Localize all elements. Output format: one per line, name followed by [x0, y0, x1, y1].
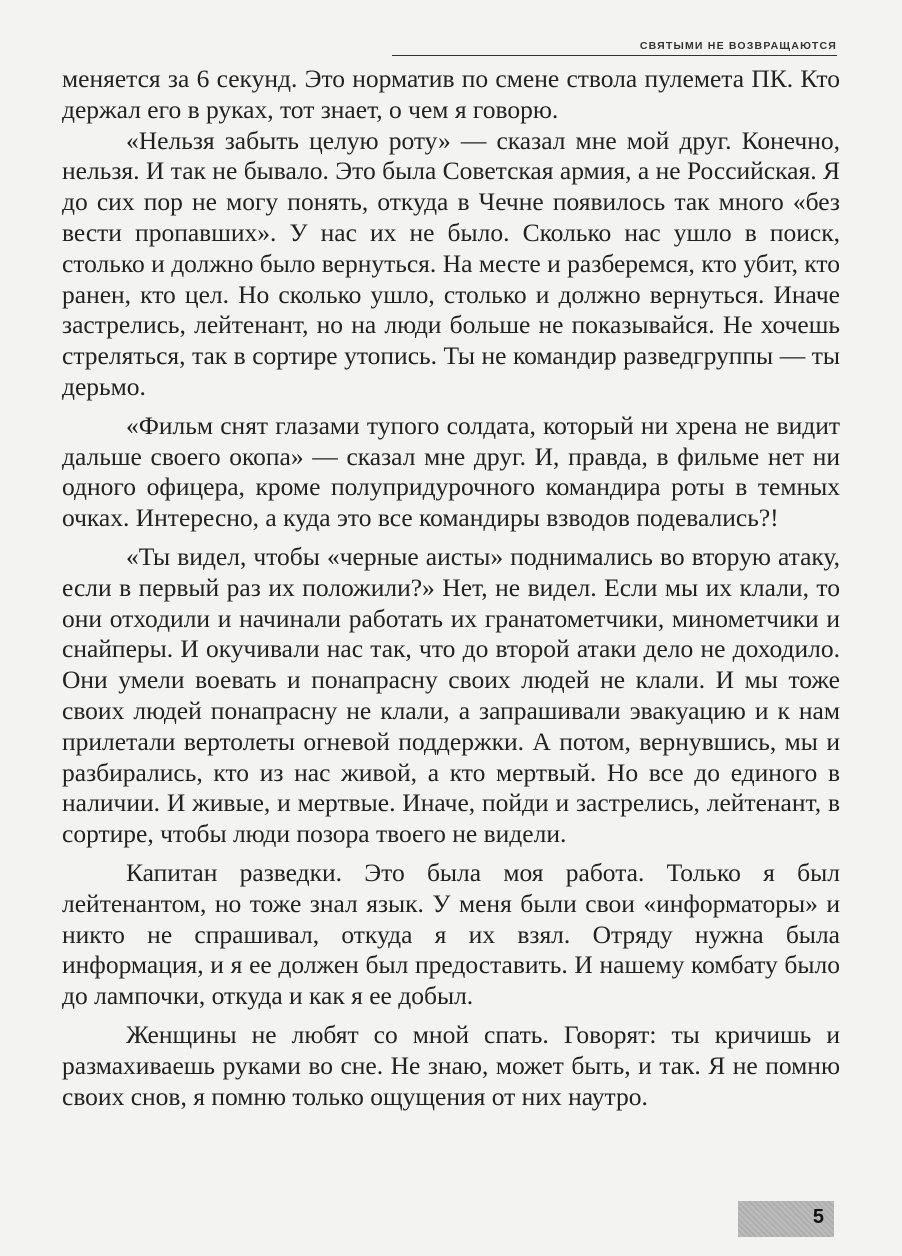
- running-head: [392, 40, 837, 56]
- paragraph: меняется за 6 секунд. Это норматив по смене ствола пулемета ПК. Кто держал его в руках, тот знает, о чем я говорю.: [62, 64, 840, 124]
- paragraph: Капитан разведки. Это была моя работа. Только я был лейтенантом, но тоже знал язык. У меня были свои «информаторы» и никто не спрашивал, откуда я их взял. Отряду нужна была информация, и я ее должен был предоставить. И нашему комбату было до лампочки, откуда и как я ее добыл.: [62, 857, 840, 1011]
- paragraph: Женщины не любят со мной спать. Говорят: ты кричишь и размахиваешь руками во сне. Не знаю, может быть, и так. Я не помню своих снов, я помню только ощущения от них наутро.: [62, 1019, 840, 1111]
- body-text: [62, 64, 840, 1112]
- paragraph: «Фильм снят глазами тупого солдата, который ни хрена не видит дальше своего окопа» — сказал мне друг. И, правда, в фильме нет ни одного офицера, кроме полупридурочного командира роты в темных очках. Интересно, а куда это все командиры взводов подевались?!: [62, 410, 840, 533]
- paragraph: «Нельзя забыть целую роту» — сказал мне мой друг. Конечно, нельзя. И так не бывало. Это была Советская армия, а не Российская. Я до сих пор не могу понять, откуда в Чечне появилось так много «без вести пропавших». У нас их не было. Сколько нас ушло в поиск, столько и должно было вернуться. На месте и разберемся, кто убит, кто ранен, кто цел. Но сколько ушло, столько и должно вернуться. Иначе застрелись, лейтенант, но на люди больше не показывайся. Не хочешь стреляться, так в сортире утопись. Ты не командир разведгруппы — ты дерьмо.: [62, 125, 840, 401]
- page-number-box: [738, 1201, 834, 1237]
- running-title: СВЯТЫМИ НЕ ВОЗВРАЩАЮТСЯ: [639, 40, 837, 52]
- page-number: 5: [812, 1206, 824, 1228]
- paragraph: «Ты видел, чтобы «черные аисты» поднимались во вторую атаку, если в первый раз их положили?» Нет, не видел. Если мы их клали, то они отходили и начинали работать их гранатометчики, минометчики и снайперы. И окучивали нас так, что до второй атаки дело не доходило. Они умели воевать и понапрасну своих людей не клали. И мы тоже своих людей понапрасну не клали, а запрашивали эвакуацию и к нам прилетали вертолеты огневой поддержки. А потом, вернувшись, мы и разбирались, кто из нас живой, а кто мертвый. Но все до единого в наличии. И живые, и мертвые. Иначе, пойди и застрелись, лейтенант, в сортире, чтобы люди позора твоего не видели.: [62, 541, 840, 849]
